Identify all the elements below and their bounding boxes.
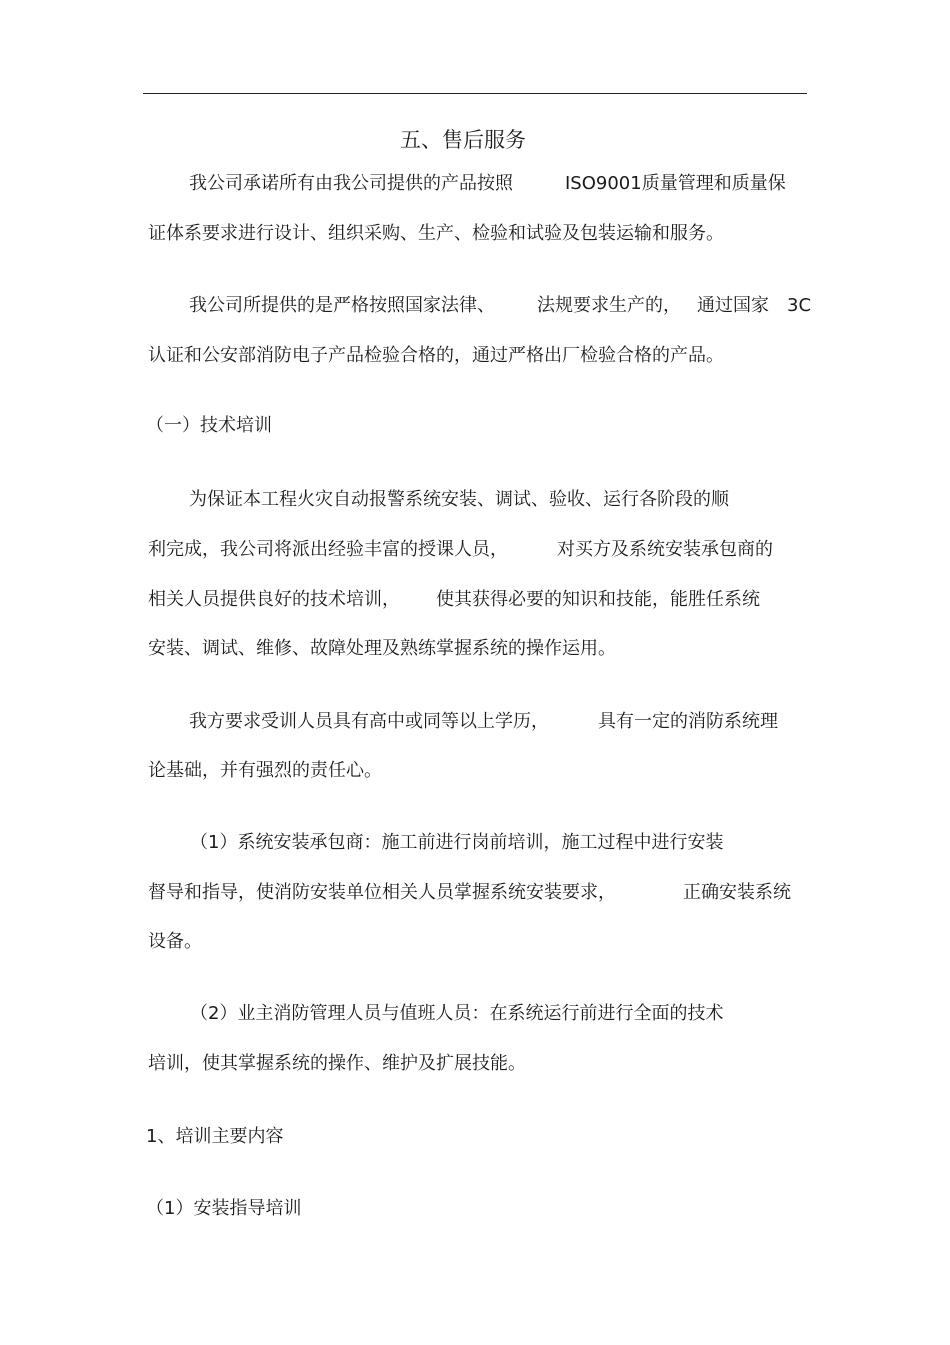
paragraph-line: 我方要求受训人员具有高中或同等以上学历， <box>189 711 549 732</box>
paragraph-line: 相关人员提供良好的技术培训， <box>148 589 400 610</box>
page-title: 五、售后服务 <box>400 128 526 152</box>
paragraph-line: 督导和指导，使消防安装单位相关人员掌握系统安装要求， <box>148 882 616 903</box>
paragraph-line: 正确安装系统 <box>683 882 791 903</box>
paragraph-line: 我公司承诺所有由我公司提供的产品按照 <box>189 173 513 194</box>
paragraph-line: 法规要求生产的， <box>537 295 681 316</box>
paragraph-line: 培训，使其掌握系统的操作、维护及扩展技能。 <box>148 1053 526 1074</box>
paragraph-line: 安装、调试、维修、故障处理及熟练掌握系统的操作运用。 <box>148 638 616 659</box>
paragraph-line: 我公司所提供的是严格按照国家法律、 <box>189 295 495 316</box>
paragraph-line: 认证和公安部消防电子产品检验合格的，通过严格出厂检验合格的产品。 <box>148 345 724 366</box>
paragraph-line: 对买方及系统安装承包商的 <box>557 539 773 560</box>
paragraph-line: （1）系统安装承包商：施工前进行岗前培训，施工过程中进行安装 <box>190 832 724 853</box>
top-rule <box>143 93 807 94</box>
paragraph-line: ISO9001质量管理和质量保 <box>565 173 786 194</box>
subsection-heading: （1）安装指导培训 <box>146 1198 302 1219</box>
subsection-heading: 1、培训主要内容 <box>146 1126 284 1147</box>
paragraph-line: 设备。 <box>148 931 202 952</box>
paragraph-line: 利完成，我公司将派出经验丰富的授课人员， <box>148 539 508 560</box>
paragraph-line: 3C <box>787 295 812 316</box>
paragraph-line: 通过国家 <box>697 295 769 316</box>
paragraph-line: 证体系要求进行设计、组织采购、生产、检验和试验及包装运输和服务。 <box>148 223 724 244</box>
paragraph-line: 为保证本工程火灾自动报警系统安装、调试、验收、运行各阶段的顺 <box>189 489 729 510</box>
paragraph-line: 具有一定的消防系统理 <box>598 711 778 732</box>
paragraph-line: 论基础，并有强烈的责任心。 <box>148 760 382 781</box>
paragraph-line: 使其获得必要的知识和技能，能胜任系统 <box>436 589 760 610</box>
paragraph-line: （2）业主消防管理人员与值班人员：在系统运行前进行全面的技术 <box>190 1003 724 1024</box>
section-heading: （一）技术培训 <box>146 415 272 436</box>
